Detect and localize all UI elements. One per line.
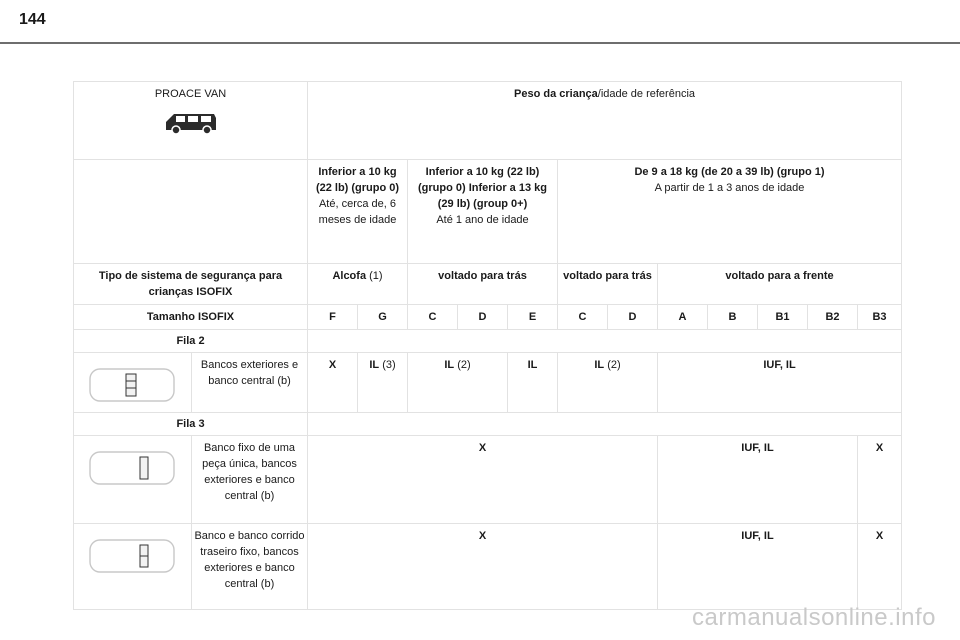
fila2-val-cd-note: (2) (454, 359, 471, 371)
group1-age: A partir de 1 a 3 anos de idade (654, 182, 805, 194)
group0plus-cell (408, 160, 558, 264)
type-rear-1: voltado para trás (408, 264, 558, 305)
weight-header-rest: /idade de referência (597, 88, 696, 100)
car-seats-icon (88, 448, 178, 488)
fila3-blank (308, 413, 902, 436)
fila3-val-front: IUF, IL (658, 524, 858, 610)
fila2-val-g (358, 353, 408, 413)
type-alcofa (308, 264, 408, 305)
isofix-table (73, 81, 902, 610)
alcofa-label: Alcofa (332, 270, 367, 282)
group1-weight: De 9 a 18 kg (de 20 a 39 lb) (grupo 1) (634, 166, 825, 178)
type-front: voltado para a frente (658, 264, 902, 305)
group1-cell (558, 160, 902, 264)
size-label: Tamanho ISOFIX (74, 305, 308, 330)
group0-cell (308, 160, 408, 264)
size-cell: B3 (858, 305, 902, 330)
fila3-row-2 (74, 524, 902, 610)
type-row (74, 264, 902, 305)
size-cell: G (358, 305, 408, 330)
fila2-val-cd (408, 353, 508, 413)
size-cell: E (508, 305, 558, 330)
size-cell: F (308, 305, 358, 330)
group0-weight: Inferior a 10 kg (22 lb) (grupo 0) (315, 166, 400, 194)
fila2-val-g-bold: IL (369, 359, 380, 371)
size-cell: B2 (808, 305, 858, 330)
vehicle-name: PROACE VAN (154, 88, 227, 100)
type-rear-2: voltado para trás (558, 264, 658, 305)
group0-age: Até, cerca de, 6 meses de idade (318, 198, 397, 226)
watermark: carmanualsonline.info (692, 604, 936, 631)
fila3-val-rear: X (308, 524, 658, 610)
fila2-val-e: IL (508, 353, 558, 413)
size-cell: B (708, 305, 758, 330)
size-cell: C (408, 305, 458, 330)
fila2-val-front: IUF, IL (658, 353, 902, 413)
car-seats-icon (88, 536, 178, 576)
fila2-val-alcofa: X (308, 353, 358, 413)
group-blank-cell (74, 160, 308, 264)
fila3-val-b3: X (858, 436, 902, 524)
fila2-val-g-note: (3) (379, 359, 396, 371)
fila3-label: Fila 3 (74, 413, 308, 436)
size-cell: D (608, 305, 658, 330)
fila2-section-row (74, 330, 902, 353)
group-row (74, 160, 902, 264)
group0plus-weight: Inferior a 10 kg (22 lb) (grupo 0) Inferior a 13 kg (29 lb) (group 0+) (418, 166, 547, 210)
fila2-val-cd2 (558, 353, 658, 413)
size-cell: C (558, 305, 608, 330)
page-number: 144 (19, 11, 46, 28)
fila2-blank (308, 330, 902, 353)
fila3-section-row (74, 413, 902, 436)
fila3-seat-icon-cell (74, 524, 192, 610)
fila2-row (74, 353, 902, 413)
vehicle-header-cell (74, 82, 308, 160)
fila2-val-cd-bold: IL (444, 359, 455, 371)
size-cell: D (458, 305, 508, 330)
group0plus-age: Até 1 ano de idade (436, 214, 529, 226)
type-label: Tipo de sistema de segurança para crianças ISOFIX (74, 264, 308, 305)
fila2-seat-desc: Bancos exteriores e banco central (b) (192, 353, 308, 413)
fila2-seat-icon-cell (74, 353, 192, 413)
header-row (74, 82, 902, 160)
van-icon (164, 110, 218, 136)
weight-header-bold: Peso da criança (514, 88, 598, 100)
size-cell: A (658, 305, 708, 330)
alcofa-note: (1) (366, 270, 383, 282)
header-rule (0, 42, 960, 44)
fila3-seat-icon-cell (74, 436, 192, 524)
fila2-label: Fila 2 (74, 330, 308, 353)
fila2-val-cd2-bold: IL (594, 359, 605, 371)
fila3-seat-desc: Banco fixo de uma peça única, bancos exteriores e banco central (b) (192, 436, 308, 524)
fila3-seat-desc: Banco e banco corrido traseiro fixo, bancos exteriores e banco central (b) (192, 524, 308, 610)
fila3-val-b3: X (858, 524, 902, 610)
fila3-row-1 (74, 436, 902, 524)
weight-header-cell (308, 82, 902, 160)
fila2-val-cd2-note: (2) (604, 359, 621, 371)
size-cell: B1 (758, 305, 808, 330)
fila3-val-front: IUF, IL (658, 436, 858, 524)
fila3-val-rear: X (308, 436, 658, 524)
size-row (74, 305, 902, 330)
car-seats-icon (88, 365, 178, 405)
